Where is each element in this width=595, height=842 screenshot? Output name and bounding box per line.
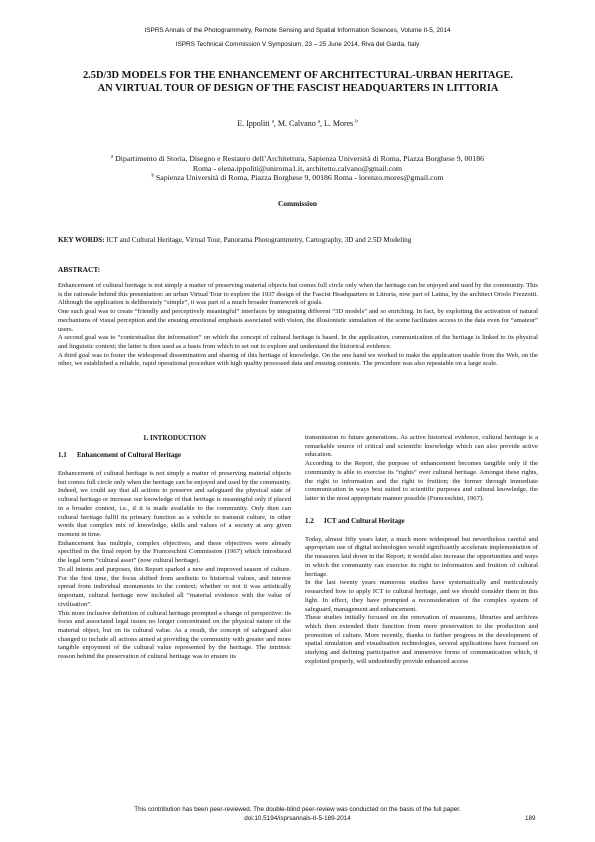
- author-name: L. Mores: [323, 119, 354, 128]
- affiliations: [40, 154, 555, 183]
- keywords-text: ICT and Cultural Heritage, Virtual Tour, Panorama Photogrammetry, Cartography, 3D and 2.5D Modeling: [106, 236, 412, 244]
- paper-title-line2: AN VIRTUAL TOUR OF DESIGN OF THE FASCIST HEADQUARTERS IN LITTORIA: [97, 82, 499, 94]
- body-paragraph: These studies initially focused on the renovation of museums, libraries and archives which then extended their function from mere preservation to the production and promotion of culture. More recently, thanks to further progress in the development of spatial simulation and visualisation technologies, several applications have focused on studying and defining participative and immersive forms of communication which, if exploited properly, will undoubtedly provide enhanced access: [305, 614, 538, 665]
- footer-doi: doi:10.5194/isprsannals-II-5-189-2014: [244, 815, 351, 822]
- keywords: [58, 236, 538, 245]
- section-heading-introduction: 1. INTRODUCTION: [142, 434, 206, 442]
- journal-header-line2: ISPRS Technical Commission V Symposium, 23 – 25 June 2014, Riva del Garda, Italy: [175, 41, 420, 48]
- author-affil-mark: a: [317, 119, 320, 125]
- abstract-paragraph: A second goal was to “contextualise the information” on which the concept of cultural heritage is based. In the application, communication of the heritage is linked to its physical and linguistic context; the latter is then used as a basis from which to set out to explore and understand the historical evidence.: [58, 334, 538, 351]
- author-affil-mark: b: [355, 119, 358, 125]
- abstract-paragraph: A third goal was to foster the widespread dissemination and sharing of this heritage of knowledge. On the one hand we worked to make the application usable from the Web, on the other, we established a reliable, rapid operational procedure with high quality processed data and ensuing contents. The procedure was also repeatable on a large scale.: [58, 351, 538, 368]
- abstract-heading: ABSTRACT:: [58, 265, 101, 274]
- affil-mark: a: [110, 154, 114, 160]
- paper-title: [48, 70, 548, 95]
- affiliation-a: [40, 154, 555, 164]
- body-paragraph: Enhancement of cultural heritage is not simply a matter of preserving material objects but comes full circle only when the heritage can be enjoyed and used by the community. Indeed, we could say that all actions to preserve and safeguard the physical state of cultural heritage or increase our knowledge of that heritage is meaningful only if placed in a broader context, i.e., if it is made available to the community. Only then can cultural heritage fulfil its primary function as a vehicle to transmit culture, in other words that complex mix of knowledge, skills and values of a society at any given moment in time.: [58, 470, 291, 539]
- page-number: 189: [525, 815, 536, 822]
- body-paragraph: This more inclusive definition of cultural heritage prompted a change of perspective: its focus and associated legal issues no longer concentrated on the physical nature of the material object, but on its cultural value. As a result, the concept of safeguard also changed to include all actions aimed at providing the community with greater and more tangible enjoyment of the cultural value represented by the heritage. The intrinsic reason behind the preservation of cultural heritage was to ensure its: [58, 609, 291, 661]
- affiliation-a-text: Dipartimento di Storia, Disegno e Restauro dell’Architettura, Sapienza Università di Roma, Piazza Borghese 9, 00186: [115, 154, 484, 163]
- journal-header-line1: ISPRS Annals of the Photogrammetry, Remote Sensing and Spatial Information Sciences, Volume II-5, 2014: [144, 27, 451, 34]
- subsection-heading-1-1: [58, 451, 291, 460]
- body-paragraph: transmission to future generations. As active historical evidence, cultural heritage is a remarkable source of critical and scientific knowledge which can also provide active education.: [305, 434, 538, 459]
- body-paragraph: In the last twenty years numerous studies have systematically and meticulously researched how to apply ICT to cultural heritage, and we should consider them in this light. In effect, they have prompted a reconsideration of the complex system of safeguard, management and enhancement.: [305, 579, 538, 613]
- affiliation-b-text: Sapienza Università di Roma, Piazza Borghese 9, 00186 Roma - lorenzo.mores@gmail.com: [155, 173, 444, 183]
- author-name: E. Ippoliti: [237, 119, 270, 128]
- subsection-number: 1.2: [305, 516, 314, 525]
- affil-mark: b: [151, 173, 154, 179]
- commission-label: Commission: [277, 199, 317, 208]
- abstract-paragraph: One such goal was to create “friendly and perceptively meaningful” interfaces by integrating different “3D models” and so enriching. In fact, by exploiting the activation of natural mechanisms of visual perception and the ensuing emotional emphasis associated with vision, the illusionistic simulation of the scene facilitates access to the data even for “amateur” users.: [58, 308, 538, 333]
- subsection-title: ICT and Cultural Heritage: [324, 516, 405, 525]
- author-list: E. Ippoliti $^a$, M. Calvano $^a$, L. Mores $^b$: [237, 119, 358, 128]
- body-paragraph: According to the Report, the purpose of enhancement becomes tangible only if the community is able to exercise its “rights” over cultural heritage. Amongst these rights, the right to information and the right to fruition; the former through immediate communication in ways best suited to scientific purposes and cultural knowledge, the latter in the most appropriate manner possible (Franceschini, 1967).: [305, 460, 538, 503]
- affiliation-b: [40, 173, 555, 183]
- abstract-paragraph: Enhancement of cultural heritage is not simply a matter of preserving material objects but comes full circle only when the heritage can be enjoyed and used by the community. This is the rationale behind this presentation: an urban Virtual Tour to explore the 1937 design of the Fascist Headquarters in Littoria, now part of Latina, by the architect Oriolo Frezzotti. Although the application is deliberately “simple”, it was part of a much broader framework of goals.: [58, 282, 538, 307]
- left-column: [58, 434, 291, 662]
- affiliation-a-emails: Roma - elena.ippoliti@uniroma1.it, architetto.calvano@gmail.com: [192, 163, 403, 173]
- right-column: [305, 434, 538, 667]
- subsection-number: 1.1: [58, 451, 67, 459]
- body-paragraph: To all intents and purposes, this Report sparked a new and improved season of culture. For the first time, the focus shifted from aesthetic to historical values, and interest spread from individual monuments to the context; whether or not it was artistically important, cultural heritage now included all “material evidence with the value of civilisation”.: [58, 565, 291, 608]
- subsection-title: Enhancement of Cultural Heritage: [77, 451, 182, 459]
- footer-review-note: This contribution has been peer-reviewed. The double-blind peer-review was conducted on the basis of the full paper.: [134, 806, 461, 813]
- abstract-body: [58, 282, 538, 369]
- keywords-label: KEY WORDS:: [58, 236, 105, 244]
- body-paragraph: Today, almost fifty years later, a much more widespread but nevertheless careful and appropriate use of digital technologies would significantly accelerate implementation of the measures laid down in the Report; it would also increase the opportunities and ways in which the community can exercise its right to information and fruition of cultural heritage.: [305, 535, 538, 578]
- paper-title-line1: 2.5D/3D MODELS FOR THE ENHANCEMENT OF ARCHITECTURAL-URBAN HERITAGE.: [82, 70, 513, 81]
- body-paragraph: Enhancement has multiple, complex objectives, and these objectives were already specified in the final report by the Franceschini Commission (1967) which introduced the legal term “cultural asset” (now cultural heritage).: [58, 539, 291, 565]
- author-affil-mark: a: [271, 119, 274, 125]
- subsection-heading-1-2: [305, 517, 538, 526]
- author-name: M. Calvano: [277, 119, 316, 128]
